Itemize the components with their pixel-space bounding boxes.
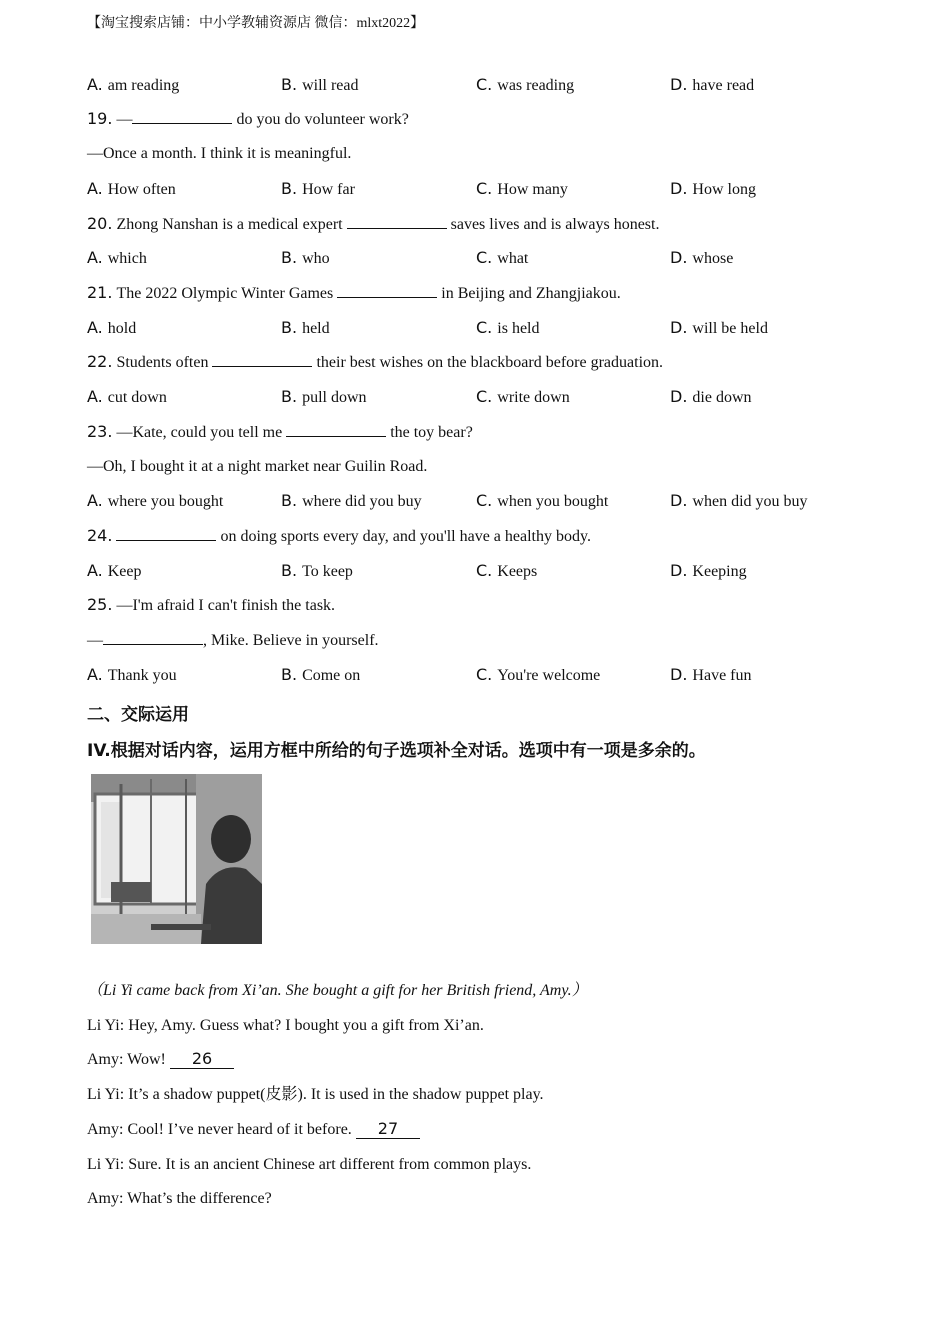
dialogue-line-2: Amy: Wow! 26 [87, 1049, 234, 1071]
dialogue-line-6: Amy: What’s the difference? [87, 1190, 272, 1207]
dialogue-line-4: Amy: Cool! I’ve never heard of it before. 27 [87, 1119, 420, 1141]
photo-illustration [91, 774, 262, 944]
q18-option-a[interactable]: A. am reading [87, 75, 180, 94]
q22-option-a[interactable]: A. cut down [87, 387, 167, 406]
q23-option-a[interactable]: A. where you bought [87, 491, 224, 510]
q25-option-d[interactable]: D. Have fun [670, 665, 752, 684]
q20-option-d[interactable]: D. whose [670, 248, 734, 267]
q20-options [87, 247, 887, 269]
q24-option-d[interactable]: D. Keeping [670, 561, 747, 580]
q19-blank [132, 108, 232, 124]
q22-options [87, 386, 887, 408]
q24-stem: 24. on doing sports every day, and you'll have a healthy body. [87, 526, 591, 545]
q23-option-d[interactable]: D. when did you buy [670, 491, 808, 510]
q22-blank [212, 351, 312, 367]
section-instruction: IV.根据对话内容，运用方框中所给的句子选项补全对话。选项中有一项是多余的。 [87, 741, 706, 761]
q24-option-c[interactable]: C. Keeps [476, 561, 538, 580]
q24-option-a[interactable]: A. Keep [87, 561, 142, 580]
q24-options [87, 560, 887, 582]
dialogue-line-3: Li Yi: It’s a shadow puppet(皮影). It is used in the shadow puppet play. [87, 1086, 544, 1103]
q25-reply: — , Mike. Believe in yourself. [87, 629, 379, 652]
watermark-header: 【淘宝搜索店铺：中小学教辅资源店 微信：mlxt2022】 [87, 16, 425, 31]
q25-option-b[interactable]: B. Come on [281, 665, 361, 684]
q22-stem: 22. Students often their best wishes on the blackboard before graduation. [87, 352, 664, 371]
q20-stem: 20. Zhong Nanshan is a medical expert saves lives and is always honest. [87, 214, 660, 233]
q19-option-a[interactable]: A. How often [87, 179, 176, 198]
q18-option-d[interactable]: D. have read [670, 75, 755, 94]
dialogue-line-1: Li Yi: Hey, Amy. Guess what? I bought you a gift from Xi’an. [87, 1017, 484, 1034]
q20-option-b[interactable]: B. who [281, 248, 330, 267]
q20-option-c[interactable]: C. what [476, 248, 529, 267]
q18-options [87, 74, 887, 96]
section-title: 二、交际运用 [87, 705, 189, 725]
q21-options [87, 317, 887, 339]
q19-options [87, 178, 887, 200]
q22-option-b[interactable]: B. pull down [281, 387, 367, 406]
q21-stem: 21. The 2022 Olympic Winter Games in Beijing and Zhangjiakou. [87, 283, 621, 302]
q22-option-d[interactable]: D. die down [670, 387, 752, 406]
q19-option-d[interactable]: D. How long [670, 179, 756, 198]
dialogue-line-5: Li Yi: Sure. It is an ancient Chinese art different from common plays. [87, 1156, 532, 1173]
q19-reply: —Once a month. I think it is meaningful. [87, 145, 352, 162]
q25-options [87, 664, 887, 686]
q20-option-a[interactable]: A. which [87, 248, 147, 267]
q19-option-c[interactable]: C. How many [476, 179, 568, 198]
q23-blank [286, 421, 386, 437]
q23-option-b[interactable]: B. where did you buy [281, 491, 422, 510]
q21-option-a[interactable]: A. hold [87, 318, 137, 337]
q19-stem: 19. — do you do volunteer work? [87, 109, 409, 128]
q24-blank [116, 525, 216, 541]
q23-option-c[interactable]: C. when you bought [476, 491, 609, 510]
q23-reply: —Oh, I bought it at a night market near Guilin Road. [87, 458, 428, 475]
q20-blank [347, 213, 447, 229]
blank-26[interactable]: 26 [170, 1050, 234, 1069]
q19-option-b[interactable]: B. How far [281, 179, 355, 198]
dialogue-intro: （Li Yi came back from Xi’an. She bought a gift for her British friend, Amy.） [87, 982, 588, 999]
q23-stem: 23. —Kate, could you tell me the toy bear? [87, 422, 473, 441]
q21-option-b[interactable]: B. held [281, 318, 330, 337]
q18-option-b[interactable]: B. will read [281, 75, 359, 94]
q18-option-c[interactable]: C. was reading [476, 75, 575, 94]
q25-stem: 25. —I'm afraid I can't finish the task. [87, 595, 336, 614]
q21-option-c[interactable]: C. is held [476, 318, 540, 337]
q22-option-c[interactable]: C. write down [476, 387, 570, 406]
q21-blank [337, 282, 437, 298]
q25-blank [103, 629, 203, 645]
q21-option-d[interactable]: D. will be held [670, 318, 768, 337]
q25-option-a[interactable]: A. Thank you [87, 665, 177, 684]
blank-27[interactable]: 27 [356, 1120, 420, 1139]
q23-options [87, 490, 887, 512]
q25-option-c[interactable]: C. You're welcome [476, 665, 601, 684]
q24-option-b[interactable]: B. To keep [281, 561, 353, 580]
shadow-puppet-photo [91, 774, 262, 944]
